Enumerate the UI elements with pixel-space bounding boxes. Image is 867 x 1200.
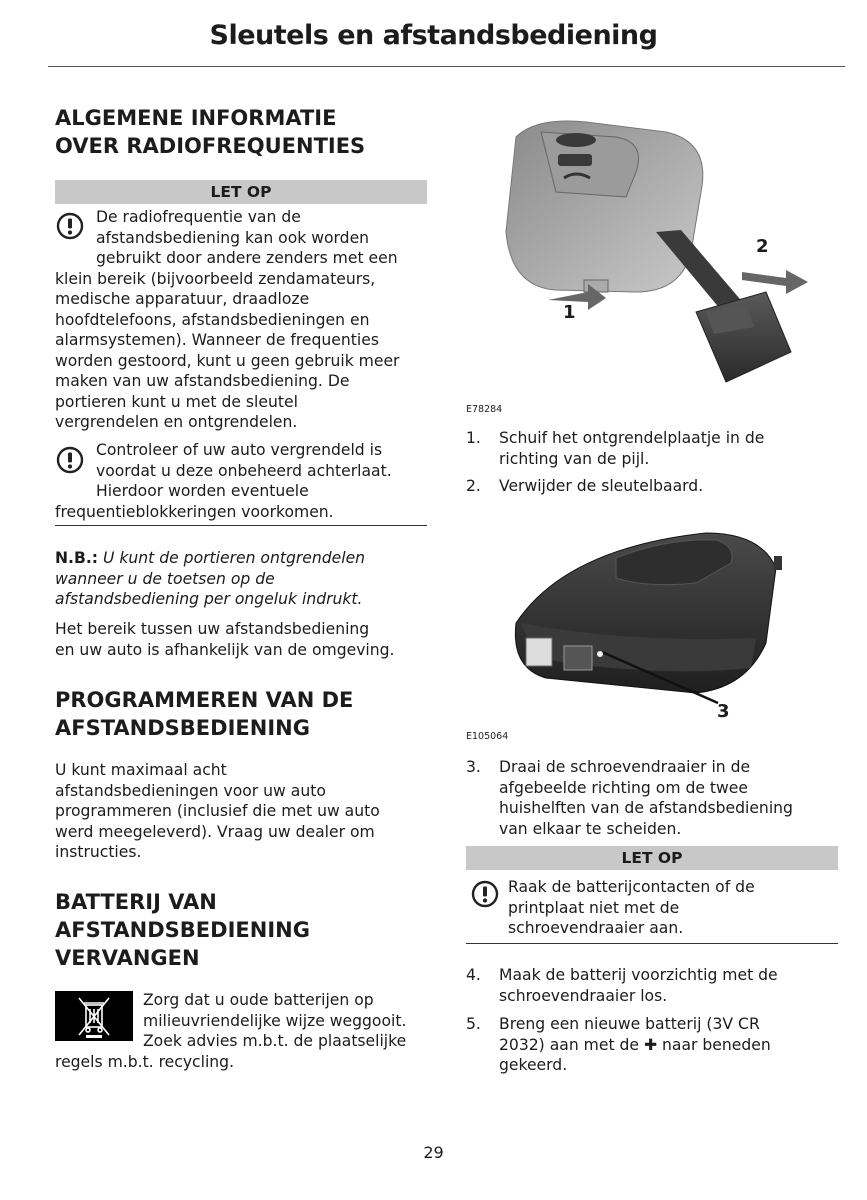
text-line: huishelften van de afstandsbediening (499, 799, 793, 817)
text-line: portieren kunt u met de sleutel (55, 392, 298, 411)
text-line: gekeerd. (499, 1056, 568, 1074)
warning-text-contacts (508, 877, 838, 939)
text-line: Hierdoor worden eventuele (96, 482, 309, 500)
text-line: gebruikt door andere zenders met een (96, 249, 398, 267)
text-line: 2032) aan met de ✚ naar beneden (499, 1035, 771, 1054)
text-line: frequentieblokkeringen voorkomen. (55, 502, 334, 521)
text-line: wanneer u de toetsen op de (55, 569, 275, 588)
text-line: afgebeelde richting om de twee (499, 778, 748, 797)
text-line: instructies. (55, 843, 142, 861)
title-line: ALGEMENE INFORMATIE (55, 106, 337, 130)
text-line: Zoek advies m.b.t. de plaatselijke (143, 1032, 407, 1050)
text-line: De radiofrequentie van de (96, 208, 301, 226)
text-line: afstandsbediening kan ook worden (96, 228, 370, 247)
section-title-battery (55, 888, 427, 972)
text-line: Verwijder de sleutelbaard. (499, 477, 704, 495)
text-line: milieuvriendelijke wijze weggooit. (143, 1011, 407, 1030)
warning-text-radiofrequency (55, 207, 427, 433)
callout-2: 2 (756, 236, 769, 257)
text-line: alarmsystemen). Wanneer de frequenties (55, 331, 379, 349)
text-line: werd meegeleverd). Vraag uw dealer om (55, 822, 375, 841)
figure-code: E105064 (466, 731, 509, 742)
text-line: Schuif het ontgrendelplaatje in de (499, 429, 765, 447)
step-number: 1. (466, 429, 481, 447)
callout-1: 1 (563, 302, 576, 323)
note-paragraph (55, 548, 427, 610)
title-line: AFSTANDSBEDIENING (55, 716, 310, 740)
warning-end-rule (55, 525, 427, 526)
text-line: vergrendelen en ontgrendelen. (55, 413, 298, 431)
text-line: schroevendraaier aan. (508, 919, 684, 937)
text-line: programmeren (inclusief die met uw auto (55, 802, 380, 820)
text-line (55, 548, 427, 569)
step-text (499, 428, 839, 469)
text-line: Breng een nieuwe batterij (3V CR (499, 1015, 760, 1033)
warning-icon (471, 880, 499, 908)
warning-bar: LET OP (55, 180, 427, 204)
programming-paragraph (55, 760, 427, 863)
title-line: VERVANGEN (55, 946, 200, 970)
arrow-icon (742, 270, 808, 294)
header-rule (48, 66, 845, 67)
text-line: Maak de batterij voorzichtig met de (499, 966, 778, 984)
page-number: 29 (423, 1143, 444, 1162)
page-header-title: Sleutels en afstandsbediening (209, 20, 658, 51)
note-label: N.B.: (55, 549, 99, 567)
section-title-programming (55, 686, 427, 742)
text-line: U kunt maximaal acht (55, 761, 227, 779)
title-line: OVER RADIOFREQUENTIES (55, 134, 366, 158)
text-line: hoofdtelefoons, afstandsbedieningen en (55, 310, 370, 329)
text-line: afstandsbediening per ongeluk indrukt. (55, 590, 363, 608)
figure-code: E78284 (466, 404, 503, 415)
text-line: richting van de pijl. (499, 449, 650, 468)
remote-case-separation-illustration (506, 528, 846, 728)
text-line: Het bereik tussen uw afstandsbediening (55, 620, 370, 638)
text-line: regels m.b.t. recycling. (55, 1052, 235, 1071)
text-line: maken van uw afstandsbediening. De (55, 372, 350, 390)
step-number: 3. (466, 758, 481, 776)
step-text (499, 1014, 839, 1076)
warning-end-rule (466, 943, 838, 944)
text-line: medische apparatuur, draadloze (55, 290, 310, 308)
step-number: 4. (466, 966, 481, 984)
title-line: AFSTANDSBEDIENING (55, 918, 310, 942)
text-line: printplaat niet met de (508, 898, 680, 917)
section-title-radiofrequencies (55, 104, 427, 160)
text-line: van elkaar te scheiden. (499, 819, 682, 838)
text-line: Controleer of uw auto vergrendeld is (96, 441, 383, 459)
step-number: 2. (466, 477, 481, 495)
title-line: PROGRAMMEREN VAN DE (55, 688, 354, 712)
step-text (499, 476, 839, 497)
text-line: worden gestoord, kunt u geen gebruik meer (55, 351, 400, 370)
range-paragraph (55, 619, 427, 660)
step-text (499, 965, 839, 1006)
step-number: 5. (466, 1015, 481, 1033)
recycle-paragraph (55, 990, 427, 1072)
text-line: Zorg dat u oude batterijen op (143, 991, 374, 1009)
text-line: schroevendraaier los. (499, 986, 668, 1005)
text-line: Raak de batterijcontacten of de (508, 878, 755, 896)
text-line: en uw auto is afhankelijk van de omgeving. (55, 640, 395, 659)
text-line: voordat u deze onbeheerd achterlaat. (96, 461, 392, 480)
step-text (499, 757, 839, 839)
title-line: BATTERIJ VAN (55, 890, 217, 914)
text-line: afstandsbedieningen voor uw auto (55, 781, 326, 800)
text-line: Draai de schroevendraaier in de (499, 758, 751, 776)
callout-3: 3 (717, 701, 730, 722)
note-text: U kunt de portieren ontgrendelen (103, 549, 366, 567)
key-blade-removal-illustration (496, 112, 846, 402)
warning-bar: LET OP (466, 846, 838, 870)
warning-text-lock (55, 440, 427, 522)
text-line: klein bereik (bijvoorbeeld zendamateurs, (55, 269, 376, 288)
